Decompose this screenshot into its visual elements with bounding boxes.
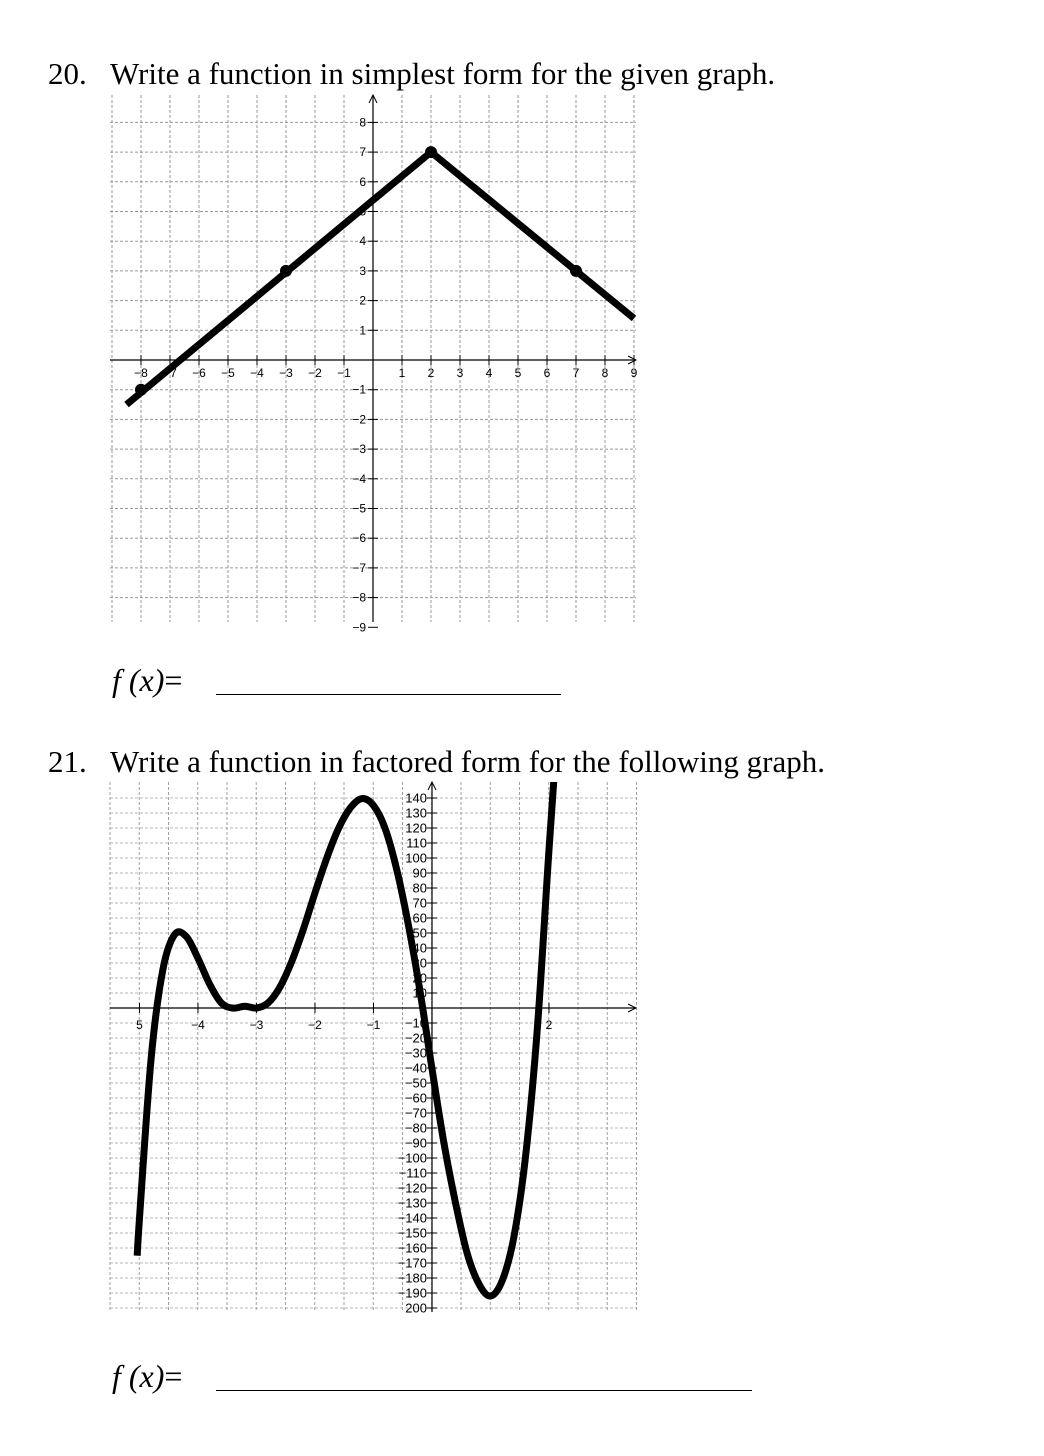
y-tick-label: 90 [412, 865, 427, 881]
x-tick-label: 5 [514, 366, 522, 380]
x-tick-label: 5 [136, 1018, 143, 1032]
y-tick-label: −40 [404, 1060, 427, 1076]
y-tick-label: 130 [405, 805, 427, 821]
answer-blank[interactable] [216, 1390, 752, 1391]
y-tick-label: 8 [359, 115, 366, 130]
equals-sign: = [164, 1358, 183, 1394]
y-tick-label: −3 [352, 442, 366, 457]
x-tick-label: −2 [308, 1018, 322, 1032]
y-tick-label: 3 [359, 263, 366, 278]
y-tick-label: −10 [404, 1015, 427, 1031]
x-tick-label: 7 [572, 366, 580, 380]
y-tick-label: −7 [352, 560, 366, 575]
function-label: f (x) [112, 1358, 165, 1394]
x-tick-label: −4 [191, 1018, 205, 1032]
y-tick-label: −70 [404, 1105, 427, 1121]
y-tick-label: −90 [404, 1135, 427, 1151]
y-tick-label: 6 [359, 174, 366, 189]
y-tick-label: −190 [397, 1285, 427, 1301]
x-tick-label: 2 [545, 1018, 553, 1032]
y-tick-label: −130 [397, 1195, 427, 1211]
equals-sign: = [164, 662, 183, 698]
x-tick-label: 6 [543, 366, 551, 380]
x-tick-label: −3 [279, 366, 293, 380]
y-tick-label: −160 [397, 1240, 427, 1256]
y-tick-label: −60 [404, 1090, 427, 1106]
x-tick-label: −1 [337, 366, 351, 380]
x-tick-label: 2 [427, 366, 435, 380]
x-tick-label: 4 [485, 366, 493, 380]
y-tick-label: 60 [412, 910, 427, 926]
x-tick-label: 1 [398, 366, 406, 380]
x-tick-label: −8 [134, 366, 148, 380]
y-tick-label: 1 [359, 323, 366, 338]
y-tick-label: −80 [404, 1120, 427, 1136]
y-tick-label: 10 [412, 985, 427, 1001]
y-tick-label: −30 [404, 1045, 427, 1061]
x-tick-label: −1 [366, 1018, 381, 1032]
y-tick-label: −20 [404, 1030, 427, 1046]
x-tick-label: 8 [601, 366, 609, 380]
x-tick-label: −3 [249, 1018, 264, 1032]
y-tick-label: 20 [412, 970, 427, 986]
y-tick-label: 5 [359, 204, 366, 219]
y-tick-label: −50 [404, 1075, 427, 1091]
y-tick-label: 4 [359, 234, 366, 249]
y-tick-label: −180 [397, 1270, 427, 1286]
graph-curve [137, 33, 604, 1296]
y-tick-label: −8 [352, 590, 366, 605]
y-tick-label: −5 [352, 501, 366, 516]
y-tick-label: 7 [359, 145, 366, 160]
x-tick-label: −6 [192, 366, 206, 380]
question-prompt: Write a function in simplest form for the given graph. [110, 56, 776, 91]
y-tick-label: 200 [405, 1300, 427, 1316]
y-tick-label: 50 [412, 925, 427, 941]
y-tick-label: 2 [359, 293, 366, 308]
y-tick-label: −170 [397, 1255, 427, 1271]
y-tick-label: −120 [397, 1180, 427, 1196]
x-tick-label: 9 [630, 366, 638, 380]
y-tick-label: 70 [412, 895, 427, 911]
y-tick-label: 120 [405, 820, 427, 836]
y-tick-label: 40 [412, 940, 427, 956]
y-tick-label: −4 [352, 471, 366, 486]
y-tick-label: −100 [397, 1150, 427, 1166]
x-tick-label: 3 [456, 366, 464, 380]
y-tick-label: 110 [406, 835, 427, 851]
y-tick-label: 30 [412, 955, 427, 971]
question-number: 20. [48, 56, 87, 91]
y-tick-label: 140 [405, 790, 427, 806]
x-tick-label: −2 [308, 366, 322, 380]
y-tick-label: −110 [398, 1165, 427, 1181]
x-tick-label: −7 [163, 366, 177, 380]
y-tick-label: 80 [412, 880, 427, 896]
y-tick-label: −1 [352, 382, 366, 397]
question-prompt: Write a function in factored form for the following graph. [110, 744, 825, 779]
y-tick-label: −150 [397, 1225, 427, 1241]
y-tick-label: −9 [352, 620, 366, 635]
y-tick-label: −140 [397, 1210, 427, 1226]
y-tick-label: 100 [405, 850, 427, 866]
x-tick-label: −4 [250, 366, 264, 380]
answer-line-q21 [112, 1358, 182, 1395]
y-tick-label: −6 [352, 531, 366, 546]
function-label: f (x) [112, 662, 165, 698]
question-number: 21. [48, 744, 87, 779]
x-tick-label: −5 [221, 366, 235, 380]
y-tick-label: −2 [352, 412, 366, 427]
